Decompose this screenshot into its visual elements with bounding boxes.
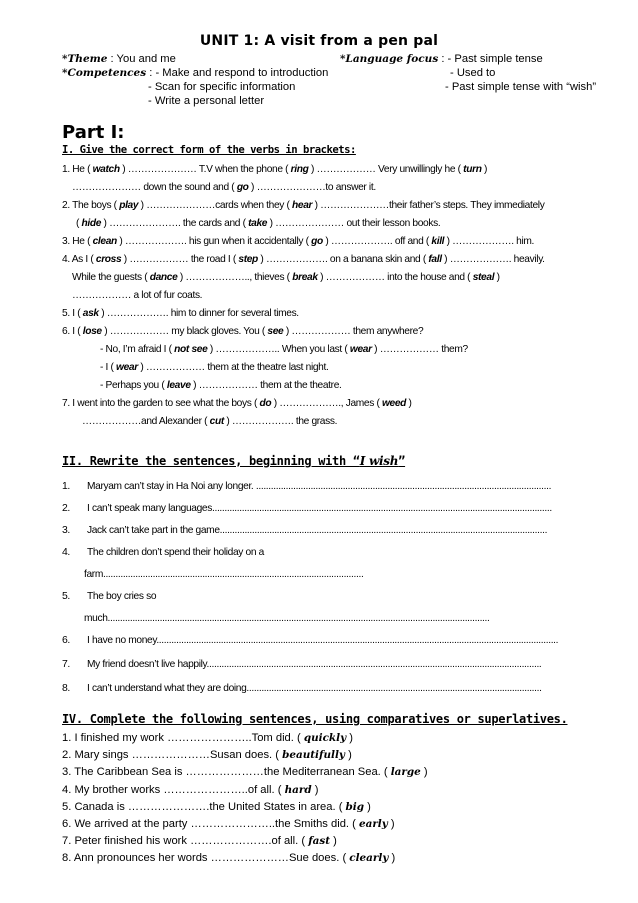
- sentence-text: ) ………………. heavily.: [441, 254, 545, 265]
- sentence-text: ) ………………. on a banana skin and (: [257, 254, 429, 265]
- rewrite-sentence: I can’t understand what they are doing.......................................................................................................................: [87, 683, 542, 694]
- verb-hint: clean: [92, 236, 117, 247]
- part-title: Part I:: [62, 122, 125, 143]
- sentence-text: ) …………………their father’s steps. They immediately: [312, 200, 545, 211]
- item-number: 2.: [62, 503, 70, 514]
- adverb-hint: beautifully: [282, 749, 345, 762]
- sentence-text: 6. I (: [62, 326, 83, 337]
- comparative-item: [62, 817, 395, 831]
- sentence-text: ) ………………… T.V when the phone (: [119, 164, 291, 175]
- exercise-line: [62, 325, 423, 338]
- sentence-text: ): [387, 818, 395, 830]
- sentence-text: ) ……………… them at the theatre.: [190, 380, 342, 391]
- exercise-line: [76, 217, 440, 230]
- verb-hint: go: [236, 182, 249, 193]
- sentence-text: ) ……………….., thieves (: [177, 272, 293, 283]
- sentence-text: ) …………………to answer it.: [248, 182, 376, 193]
- comparative-item: [62, 800, 371, 814]
- rewrite-sentence: farm.........................................................................................................: [84, 569, 364, 580]
- verb-hint: weed: [381, 398, 407, 409]
- verb-hint: take: [248, 218, 268, 229]
- verb-hint: break: [292, 272, 318, 283]
- exercise-line: [72, 271, 500, 284]
- verb-hint: ring: [290, 164, 309, 175]
- sentence-text: ): [494, 272, 500, 283]
- sentence-text: ) ……………….. When you last (: [207, 344, 350, 355]
- exercise-line: [100, 379, 342, 392]
- item-number: 1.: [62, 481, 70, 492]
- competences-label: *Competences: [62, 67, 147, 79]
- rewrite-sentence: The boy cries so: [87, 591, 157, 602]
- comparative-item: [62, 783, 318, 797]
- sentence-text: 2. The boys (: [62, 200, 120, 211]
- exercise-line: [72, 289, 202, 302]
- sentence-text: - No, I’m afraid I (: [100, 344, 175, 355]
- competence-item: - Write a personal letter: [148, 95, 265, 107]
- comparative-item: [62, 731, 353, 745]
- sentence-text: (: [76, 218, 82, 229]
- section-1-heading: I. Give the correct form of the verbs in brackets:: [62, 144, 356, 156]
- sentence-text: 8. Ann pronounces her words …………………Sue does. (: [62, 852, 350, 865]
- exercise-line: [82, 415, 337, 428]
- rewrite-sentence: Jack can’t take part in the game....................................................................................................................................: [87, 525, 548, 536]
- verb-hint: play: [119, 200, 139, 211]
- item-number: 4.: [62, 547, 70, 558]
- exercise-line: [72, 181, 376, 194]
- sentence-text: ): [388, 852, 396, 865]
- comparative-item: [62, 765, 428, 779]
- sentence-text: ) ………………. his gun when it accidentally (: [116, 236, 312, 247]
- adverb-hint: hard: [284, 783, 312, 796]
- sentence-text: 7. I went into the garden to see what the boys (: [62, 398, 260, 409]
- language-focus-line: [340, 52, 543, 66]
- adverb-hint: quickly: [303, 732, 347, 744]
- sentence-text: 6. We arrived at the party …………………..the Smiths did. (: [62, 818, 359, 830]
- sentence-text: 4. My brother works …………………..of all. (: [62, 783, 285, 796]
- sentence-text: 3. He (: [62, 236, 93, 247]
- exercise-line: [62, 163, 487, 176]
- exercise-line: [100, 361, 328, 374]
- sentence-text: 7. Peter finished his work ………………….of all. (: [62, 835, 309, 848]
- sentence-text: ………………… down the sound and (: [72, 182, 237, 193]
- sentence-text: 5. I (: [62, 308, 83, 319]
- verb-hint: watch: [92, 164, 120, 175]
- verb-hint: turn: [463, 164, 482, 175]
- verb-hint: kill: [431, 236, 445, 247]
- sentence-text: ) ………………. the grass.: [223, 416, 338, 427]
- section-2-heading-text: II. Rewrite the sentences, beginning with “: [62, 454, 360, 468]
- adverb-hint: large: [390, 766, 421, 779]
- sentence-text: ……………… a lot of fur coats.: [72, 290, 203, 301]
- competence-item: - Scan for specific information: [148, 81, 296, 93]
- competences-line: [62, 66, 328, 80]
- verb-hint: not see: [174, 344, 208, 355]
- exercise-line: [62, 253, 545, 266]
- sentence-text: ) ……………… Very unwillingly he (: [308, 164, 464, 175]
- sentence-text: ) …………………. the cards and (: [101, 218, 249, 229]
- sentence-text: ): [481, 164, 488, 175]
- verb-hint: ask: [82, 308, 99, 319]
- sentence-text: ) ……………… the road I (: [121, 254, 239, 265]
- exercise-line: [62, 307, 299, 320]
- rewrite-sentence: I can’t speak many languages.........................................................................................................................................: [87, 503, 552, 514]
- sentence-text: ): [330, 835, 337, 848]
- verb-hint: cross: [95, 254, 122, 265]
- item-number: 8.: [62, 683, 70, 694]
- sentence-text: While the guests (: [72, 272, 150, 283]
- sentence-text: ): [346, 732, 353, 744]
- adverb-hint: early: [358, 818, 388, 830]
- exercise-line: [62, 397, 412, 410]
- theme-label: *Theme: [62, 53, 108, 65]
- competence-item: : - Make and respond to introduction: [149, 67, 329, 79]
- comparative-item: [62, 834, 337, 848]
- comparative-item: [62, 748, 352, 762]
- rewrite-sentence: The children don’t spend their holiday on a: [87, 547, 264, 558]
- verb-hint: see: [267, 326, 284, 337]
- sentence-text: 1. He (: [62, 164, 93, 175]
- adverb-hint: clearly: [349, 852, 389, 865]
- sentence-text: 3. The Caribbean Sea is …………………the Mediterranean Sea. (: [62, 766, 391, 779]
- sentence-text: ): [420, 766, 428, 779]
- adverb-hint: big: [345, 800, 365, 813]
- sentence-text: ) ……………… my black gloves. You (: [101, 326, 268, 337]
- sentence-text: ) ………………. off and (: [322, 236, 432, 247]
- exercise-line: [100, 343, 468, 356]
- sentence-text: ): [364, 800, 371, 813]
- rewrite-sentence: My friend doesn’t live happily.......................................................................................................................................: [87, 659, 542, 670]
- item-number: 3.: [62, 525, 70, 536]
- item-number: 7.: [62, 659, 70, 670]
- sentence-text: ) ……………… them anywhere?: [283, 326, 424, 337]
- sentence-text: - I (: [100, 362, 117, 373]
- verb-hint: hear: [292, 200, 313, 211]
- verb-hint: fall: [428, 254, 442, 265]
- sentence-text: - Perhaps you (: [100, 380, 167, 391]
- sentence-text: 1. I finished my work …………………..Tom did. (: [62, 732, 304, 744]
- comparative-item: [62, 851, 395, 865]
- adverb-hint: fast: [308, 835, 331, 848]
- verb-hint: step: [238, 254, 258, 265]
- section-4-heading: IV. Complete the following sentences, using comparatives or superlatives.: [62, 712, 568, 726]
- exercise-line: [62, 235, 534, 248]
- language-focus-label: *Language focus: [340, 53, 439, 65]
- theme-value: : You and me: [107, 53, 176, 65]
- sentence-text: ) ………………., James (: [271, 398, 382, 409]
- sentence-text: ): [311, 783, 319, 796]
- verb-hint: dance: [149, 272, 178, 283]
- theme-line: [62, 52, 176, 66]
- sentence-text: 2. Mary sings …………………Susan does. (: [62, 749, 283, 762]
- verb-hint: cut: [209, 416, 224, 427]
- sentence-text: ): [344, 749, 352, 762]
- sentence-text: ) ……………… them at the theatre last night.: [137, 362, 329, 373]
- verb-hint: wear: [116, 362, 138, 373]
- language-item: : - Past simple tense: [441, 53, 543, 65]
- sentence-text: ) ……………… into the house and (: [317, 272, 473, 283]
- verb-hint: lose: [82, 326, 102, 337]
- language-item: - Past simple tense with “wish”: [445, 81, 597, 93]
- sentence-text: ) ………………. him to dinner for several times.: [98, 308, 299, 319]
- section-2-heading: [62, 454, 405, 468]
- section-2-heading-close: ”: [398, 454, 406, 468]
- sentence-text: ) ……………… them?: [371, 344, 468, 355]
- sentence-text: 5. Canada is ………………….the United States in area. (: [62, 800, 346, 813]
- sentence-text: ) …………………cards when they (: [138, 200, 293, 211]
- sentence-text: 4. As I (: [62, 254, 96, 265]
- item-number: 6.: [62, 635, 70, 646]
- sentence-text: ): [406, 398, 412, 409]
- sentence-text: ) ………………. him.: [444, 236, 535, 247]
- section-2-heading-emphasis: I wish: [359, 454, 399, 468]
- rewrite-sentence: much..........................................................................................................................................................: [84, 613, 490, 624]
- verb-hint: steal: [472, 272, 495, 283]
- verb-hint: leave: [166, 380, 191, 391]
- sentence-text: ) ………………… out their lesson books.: [267, 218, 441, 229]
- item-number: 5.: [62, 591, 70, 602]
- verb-hint: wear: [349, 344, 372, 355]
- page-title: UNIT 1: A visit from a pen pal: [199, 33, 439, 49]
- verb-hint: do: [259, 398, 272, 409]
- sentence-text: ………………and Alexander (: [82, 416, 210, 427]
- exercise-line: [62, 199, 544, 212]
- verb-hint: hide: [81, 218, 102, 229]
- rewrite-sentence: I have no money..................................................................................................................................................................: [87, 635, 559, 646]
- language-item: - Used to: [450, 67, 496, 79]
- verb-hint: go: [311, 236, 323, 247]
- rewrite-sentence: Maryam can’t stay in Ha Noi any longer. .......................................................................................................................: [87, 481, 552, 492]
